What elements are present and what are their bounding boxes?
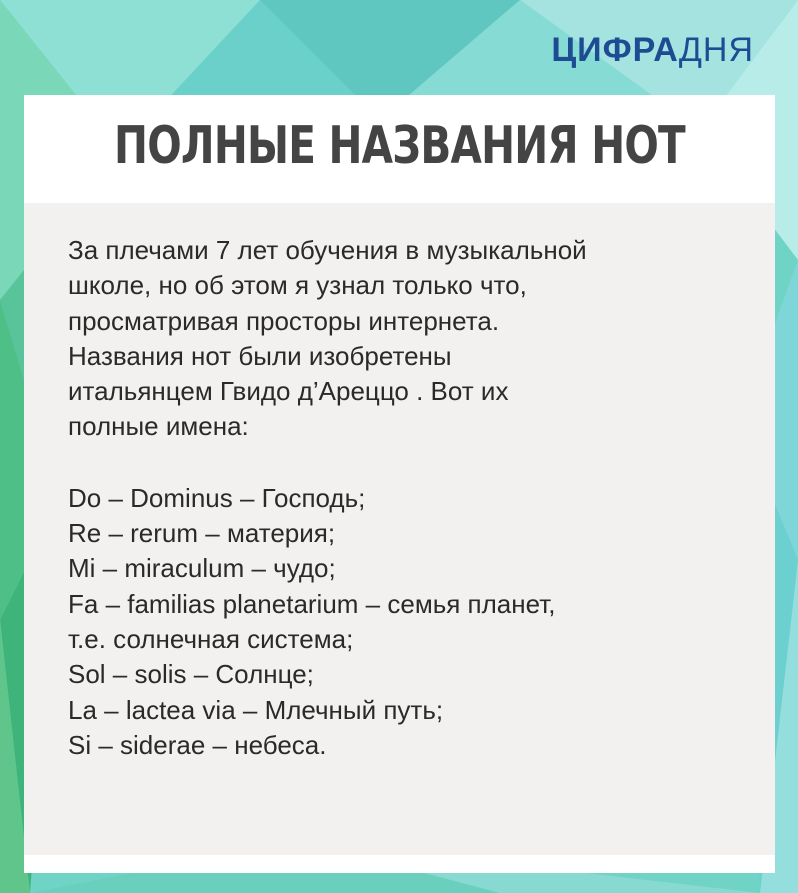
paragraph-gap [68,445,758,481]
intro-line: За плечами 7 лет обучения в музыкальной [68,235,587,265]
intro-line: полные имена: [68,411,249,442]
note-line: т.е. солнечная система; [68,623,354,654]
brand-logo-part2: ДНЯ [678,31,754,69]
body-text [68,233,758,763]
intro-line: просматривая просторы интернета. [68,305,500,336]
brand-logo [551,30,754,70]
note-line: Sol – solis – Солнце; [68,659,314,690]
page-title: ПОЛНЫЕ НАЗВАНИЯ НОТ [114,116,685,176]
content-card [24,95,775,873]
note-line: Si – siderae – небеса. [68,729,327,760]
note-line: La – lactea via – Млечный путь; [68,694,444,725]
note-line: Mi – miraculum – чудо; [68,553,336,584]
note-line: Re – rerum – материя; [68,518,336,549]
text-panel [24,203,775,855]
note-line: Fa – familias planetarium – семья планет, [68,588,556,619]
intro-line: Названия нот были изобретены [68,340,452,371]
intro-line: школе, но об этом я узнал только что, [68,270,527,301]
intro-line: итальянцем Гвидо д’Ареццо . Вот их [68,376,509,407]
brand-logo-part1: ЦИФРА [551,31,679,69]
note-line: Do – Dominus – Господь; [68,482,366,513]
